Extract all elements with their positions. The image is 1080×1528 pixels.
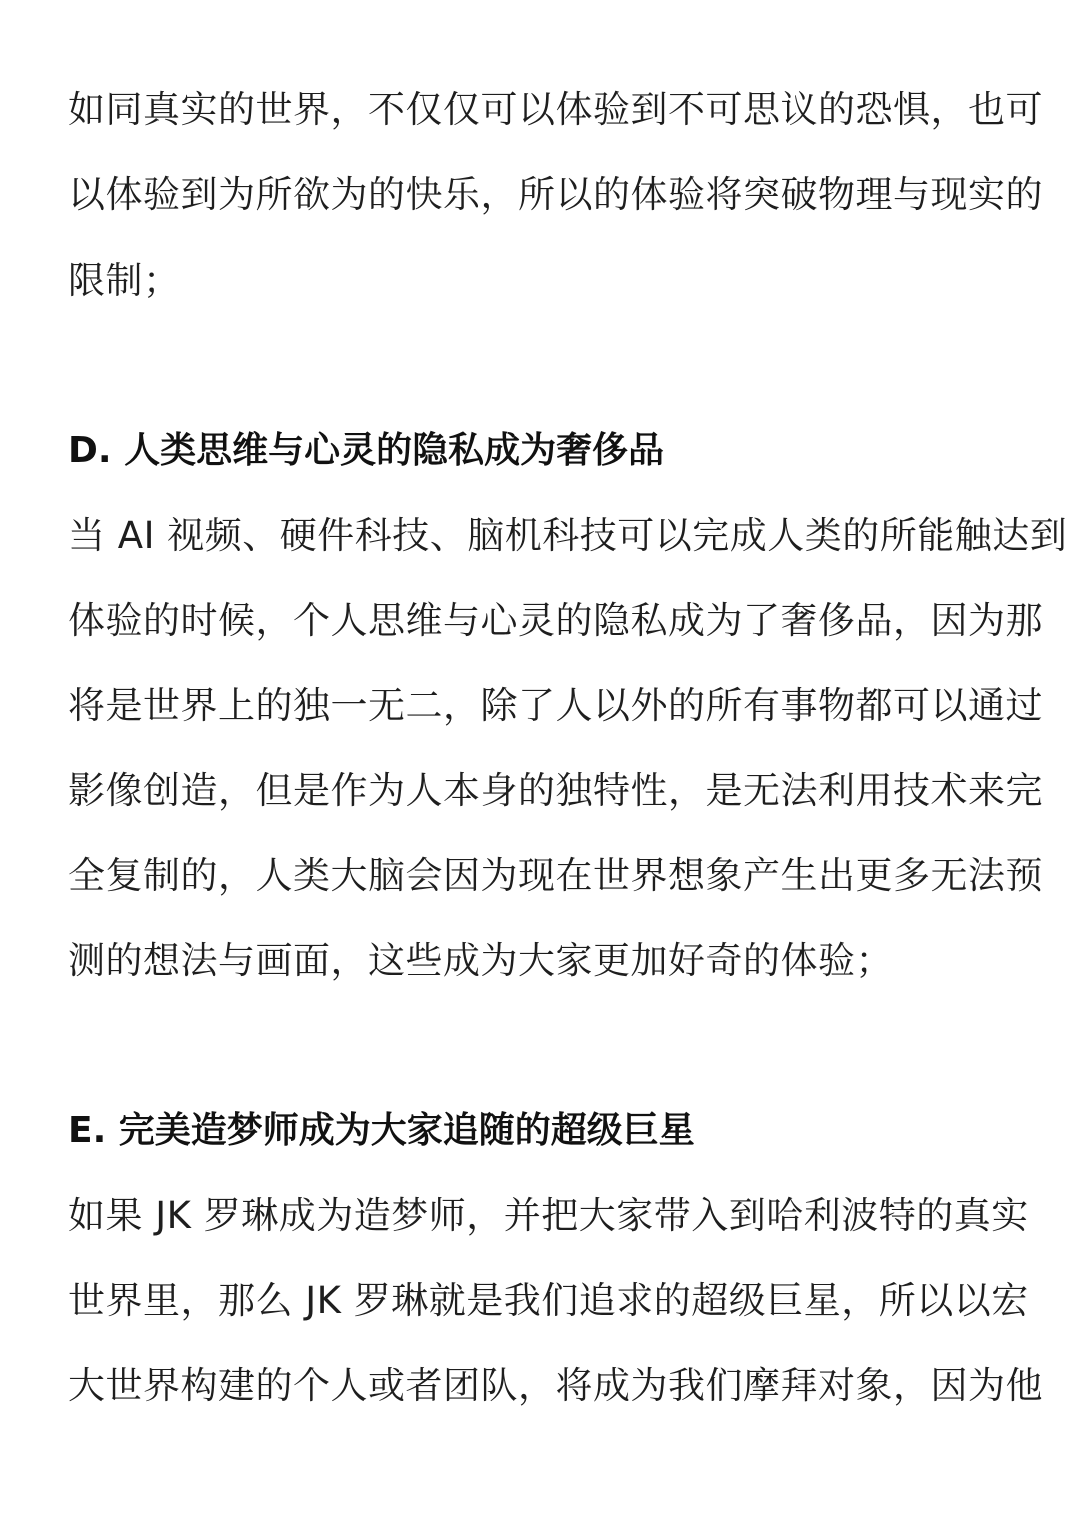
paragraph-line: 当 AI 视频、硬件科技、脑机科技可以完成人类的所能触达到 [68, 514, 1068, 557]
paragraph-line: 如果 JK 罗琳成为造梦师，并把大家带入到哈利波特的真实 [68, 1194, 1029, 1237]
paragraph-line: 全复制的，人类大脑会因为现在世界想象产生出更多无法预 [68, 854, 1043, 897]
paragraph-line: 影像创造，但是作为人本身的独特性，是无法利用技术来完 [68, 769, 1043, 812]
section-d-heading: D. 人类思维与心灵的隐私成为奢侈品 [68, 430, 665, 471]
paragraph-line: 体验的时候，个人思维与心灵的隐私成为了奢侈品，因为那 [68, 599, 1043, 642]
paragraph-line: 如同真实的世界，不仅仅可以体验到不可思议的恐惧，也可 [68, 88, 1043, 131]
section-e-heading: E. 完美造梦师成为大家追随的超级巨星 [68, 1110, 695, 1151]
paragraph-line: 将是世界上的独一无二，除了人以外的所有事物都可以通过 [68, 684, 1043, 727]
paragraph-line: 测的想法与画面，这些成为大家更加好奇的体验； [68, 939, 893, 982]
paragraph-line: 限制； [68, 259, 181, 302]
paragraph-line: 世界里，那么 JK 罗琳就是我们追求的超级巨星，所以以宏 [68, 1279, 1029, 1322]
paragraph-line: 以体验到为所欲为的快乐，所以的体验将突破物理与现实的 [68, 173, 1043, 216]
paragraph-line: 大世界构建的个人或者团队，将成为我们摩拜对象，因为他 [68, 1364, 1043, 1407]
